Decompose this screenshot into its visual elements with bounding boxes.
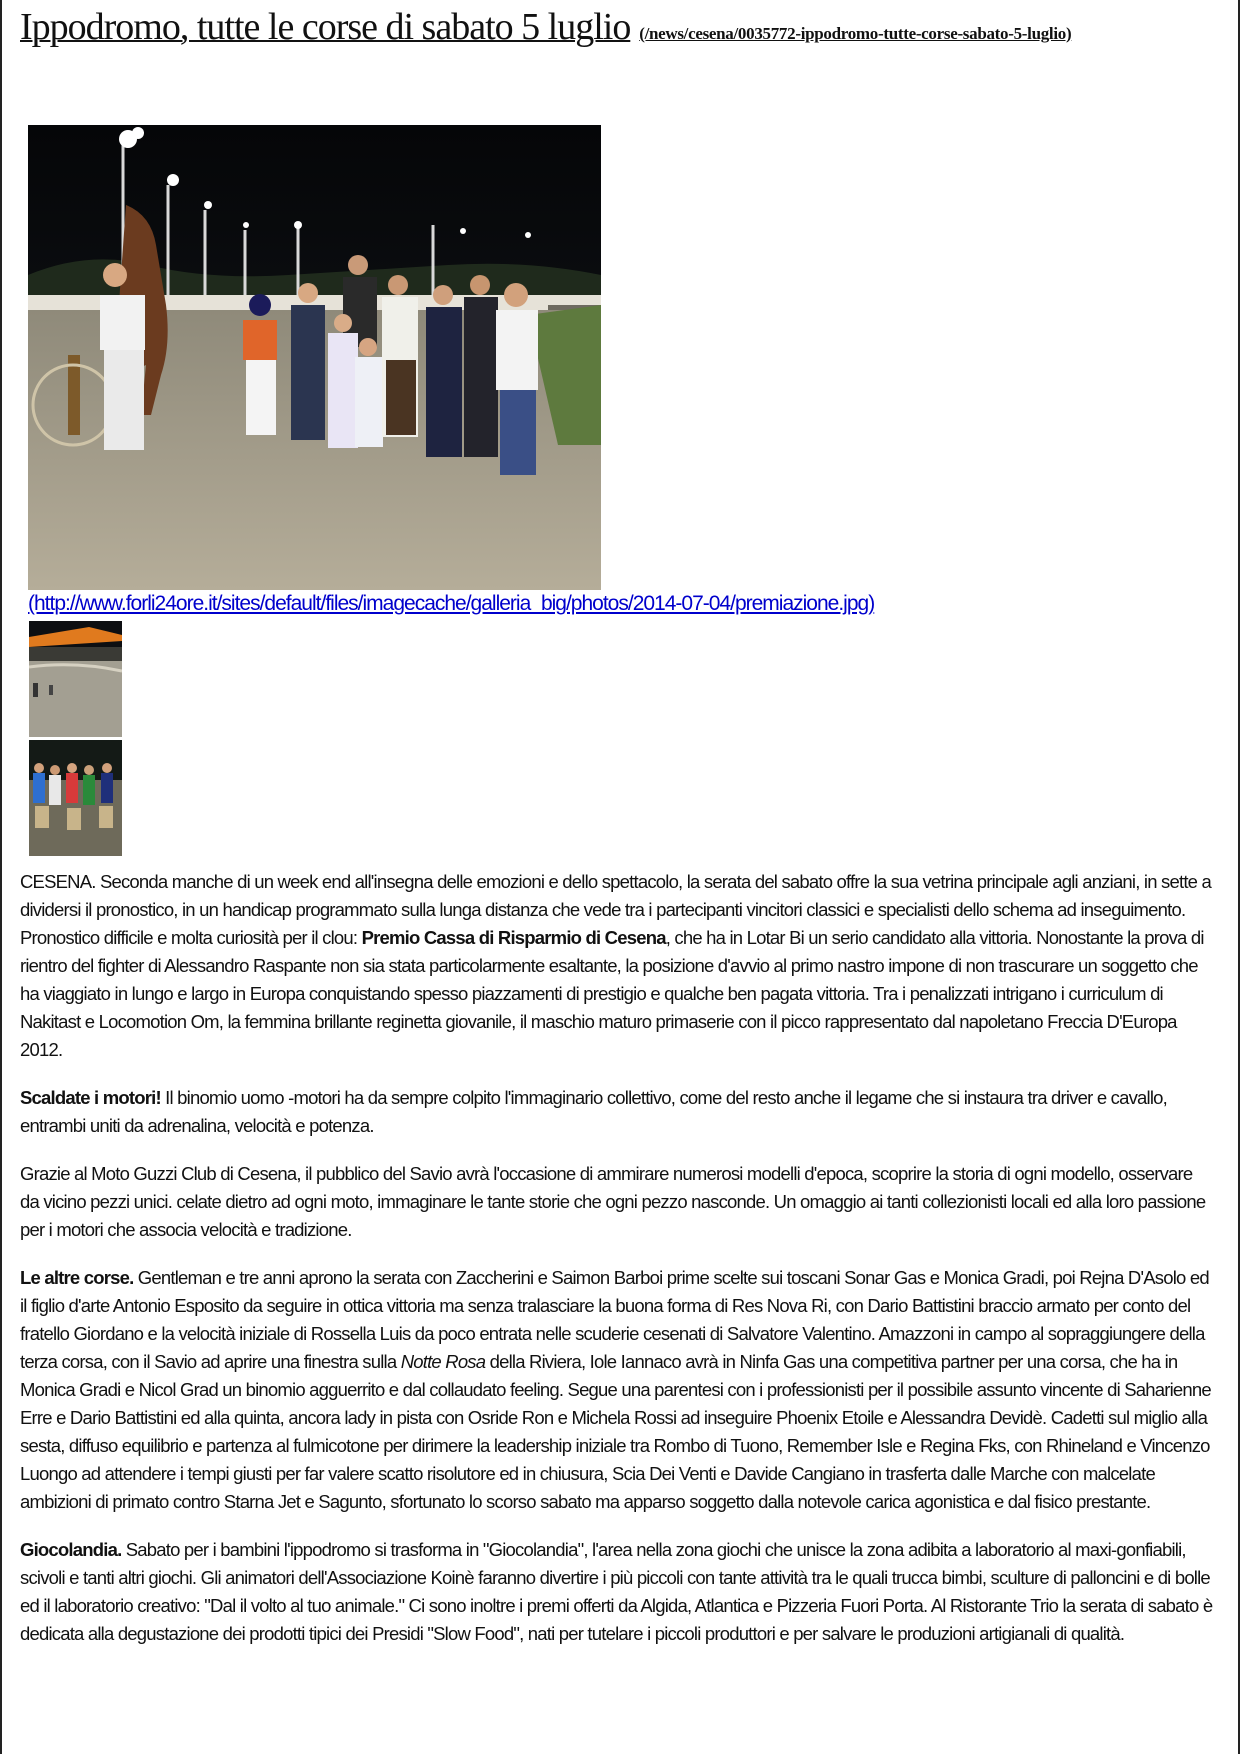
race-highlight: Premio Cassa di Risparmio di Cesena xyxy=(361,927,666,948)
section-heading: Le altre corse. xyxy=(20,1267,134,1288)
paragraph-text: CESENA. Seconda manche di un week end all'insegna delle emozioni e dello spettacolo, la serata del sabato offre la sua vetrina principale agli anziani, in sette a dividersi il pronostico, in un handicap programmato sulla lunga distanza che vede tra i partecipanti vincitori classici e specialisti dello schema ad inseguimento. Pronostico difficile e molta curiosità per il clou: xyxy=(20,871,1211,948)
section-heading: Giocolandia. xyxy=(20,1539,122,1560)
paragraph-text: della Riviera, Iole Iannaco avrà in Ninfa Gas una competitiva partner per una corsa, che ha in Monica Gradi e Nicol Grad un binomio agguerrito e dal collaudato feeling. Segue una parentesi con i professionisti per il possibile assunto vincente di Saharienne Erre e Dario Battistini ed alla quinta, ancora lady in pista con Osride Ron e Michela Rossi ad inseguire Phoenix Etoile e Alessandra Devidè. Cadetti sul miglio alla sesta, diffuso equilibrio e partenza al fulmicotone per dirimere la leadership iniziale tra Rombo di Tuono, Remember Isle e Regina Fks, con Rhineland e Vincenzo Luongo ad attendere i tempi giusti per far valere scatto risolutore ed in chiusura, Scia Dei Venti e Davide Cangiano in trasferta dalle Marche con malcelate ambizioni di primato contro Starna Jet e Sagunto, sfortunato lo scorso sabato ma apparso soggetto dalla notevole carica agonistica e dal fisico prestante. xyxy=(20,1351,1211,1512)
paragraph-other-races xyxy=(20,1264,1215,1516)
paragraph-text: Grazie al Moto Guzzi Club di Cesena, il pubblico del Savio avrà l'occasione di ammirare numerosi modelli d'epoca, scoprire la storia di ogni modello, osservare da vicino pezzi unici. celate dietro ad ogni moto, immaginare le tante storie che ogni pezzo nasconde. Un omaggio ai tanti collezionisti locali ed alla loro passione per i motori che associa velocità e tradizione. xyxy=(20,1163,1206,1240)
section-heading: Scaldate i motori! xyxy=(20,1087,161,1108)
paragraph-moto-guzzi xyxy=(20,1160,1215,1244)
paragraph-text: , che ha in Lotar Bi un serio candidato alla vittoria. Nonostante la prova di rientro del fighter di Alessandro Raspante non sia stata particolarmente esaltante, la posizione d'avvio al primo nastro impone di non trascurare un soggetto che ha viaggiato in lungo e largo in Europa conquistando spesso piazzamenti di prestigio e qualche ben pagata vittoria. Tra i penalizzati intrigano i curriculum di Nakitast e Locomotion Om, la femmina brillante reginetta giovanile, il maschio maturo primaserie con il picco rappresentato dal napoletano Freccia D'Europa 2012. xyxy=(20,927,1204,1060)
paragraph-text: Gentleman e tre anni aprono la serata con Zaccherini e Saimon Barboi prime scelte sui toscani Sonar Gas e Monica Gradi, poi Rejna D'Asolo ed il figlio d'arte Antonio Esposito da seguire in ottica vittoria ma senza tralasciare la buona forma di Res Nova Ri, con Dario Battistini braccio armato per conto del fratello Giordano e la velocità iniziale di Rossella Luis da poco entrata nelle scuderie cesenati di Salvatore Valentino. Amazzoni in campo al sopraggiungere della terza corsa, con il Savio ad aprire una finestra sulla xyxy=(20,1267,1209,1372)
main-photo xyxy=(28,125,601,590)
article-headline xyxy=(20,6,1215,55)
event-name: Notte Rosa xyxy=(400,1351,486,1372)
gallery-thumbnail-1[interactable] xyxy=(29,621,122,737)
paragraph-text: Sabato per i bambini l'ippodromo si trasforma in "Giocolandia", l'area nella zona giochi che unisce la zona adibita a laboratorio al maxi-gonfiabili, scivoli e tanti altri giochi. Gli animatori dell'Associazione Koinè faranno divertire i più piccoli con tante attività tra le quali trucca bimbi, sculture di palloncini e di bolle ed il laboratorio creativo: "Dal il volto al tuo animale." Ci sono inoltre i premi offerti da Algida, Atlantica e Pizzeria Fuori Porta. Al Ristorante Trio la serata di sabato è dedicata alla degustazione dei prodotti tipici dei Presidi "Slow Food", nati per tutelare i piccoli produttori e per salvare le produzioni artigianali di qualità. xyxy=(20,1539,1213,1644)
paragraph-intro xyxy=(20,868,1215,1064)
paragraph-motors xyxy=(20,1084,1215,1140)
image-source-link[interactable]: (http://www.forli24ore.it/sites/default/files/imagecache/galleria_big/photos/2014-07-04/premiazione.jpg) xyxy=(28,592,875,615)
paragraph-giocolandia xyxy=(20,1536,1215,1648)
page-border-left xyxy=(0,0,2,1754)
gallery-thumbnail-2[interactable] xyxy=(29,740,122,856)
headline-link[interactable]: (/news/cesena/0035772-ippodromo-tutte-corse-sabato-5-luglio) xyxy=(639,24,1072,43)
paragraph-text: Il binomio uomo -motori ha da sempre colpito l'immaginario collettivo, come del resto anche il legame che si instaura tra driver e cavallo, entrambi uniti da adrenalina, velocità e potenza. xyxy=(20,1087,1167,1136)
article-body xyxy=(20,868,1215,1668)
headline-title: Ippodromo, tutte le corse di sabato 5 luglio xyxy=(20,6,631,48)
